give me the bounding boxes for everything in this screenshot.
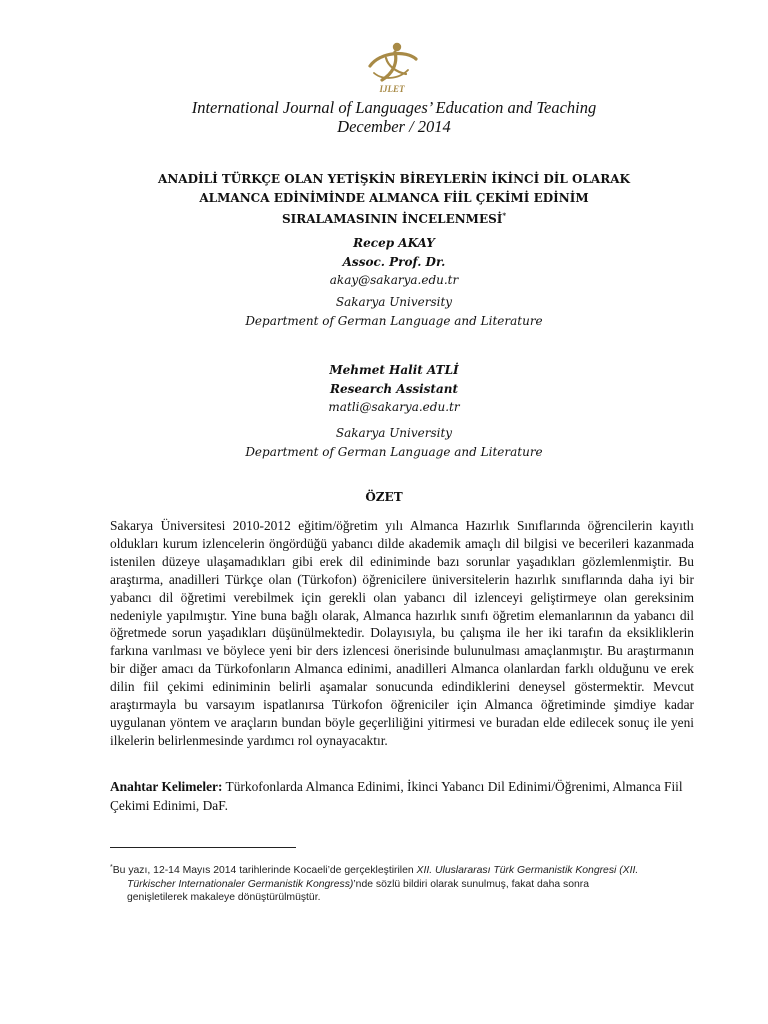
svg-text:IJLET: IJLET xyxy=(379,84,405,94)
author-affiliation-2 xyxy=(180,424,608,461)
footnote-congress-name: XII. Uluslararası Türk Germanistik Kongresi (XII. xyxy=(416,865,639,876)
author-email: akay@sakarya.edu.tr xyxy=(329,273,459,287)
article-title xyxy=(150,170,638,229)
keywords-text: Türkofonlarda Almanca Edinimi, İkinci Yabancı Dil Edinimi/Öğrenimi, Almanca Fiil Çekimi Edinimi, DaF. xyxy=(110,779,683,813)
author-position: Research Assistant xyxy=(329,381,459,396)
title-footnote-mark: * xyxy=(502,211,507,220)
journal-name: International Journal of Languages’ Education and Teaching xyxy=(191,98,597,117)
author-department: Department of German Language and Literature xyxy=(245,313,543,328)
footnote-congress-german-name: Türkischer Internationaler Germanistik Kongress) xyxy=(127,878,354,890)
footnote xyxy=(110,861,680,905)
footnote-mark: * xyxy=(110,864,113,871)
author-university: Sakarya University xyxy=(335,426,453,440)
abstract-body: Sakarya Üniversitesi 2010-2012 eğitim/öğretim yılı Almanca Hazırlık Sınıflarında öğrencilerin kayıtlı oldukları kurum izlencelerin öngördüğü yabancı dilde akademik amaçlı dil bilgisi ve becerileri kazanmada istenilen düzeye ulaşamadıkları gibi erek dil ediniminde bazı sorunlar yaşadıkları gözlemlenmiştir. Bu araştırma, anadilleri Türkçe olan (Türkofon) öğrenicilere üniversitelerin hazırlık sınıflarında daha iyi bir yabancı dil öğretimi verebilmek için gerekli olan yabancı dil izlenceyi geliştirmeye olan gereksinim nedeniyle yapılmıştır. Yine buna bağlı olarak, Almanca hazırlık sınıfı öğretim elemanlarının da yabancı dil öğretmede sorun yaşadıkları düşünülmektedir. Dolayısıyla, bu çalışma ile her iki tarafın da eksikliklerin farkına varılması ve böylece yeni bir ders izlencesi önerisinde bulunulması amaçlanmıştır. Bu araştırmanın bir diğer amacı da Türkofonların Almanca edinimi, anadilleri Almanca olanlardan farklı olduğunu ve erek dilin fiil çekimi ediniminin belirli aşamalar sonucunda edindiklerini deneysel göstermektir. Mevcut araştırmayla bu varsayım ispatlanırsa Türkofon öğreniciler için Almanca öğretiminde şimdiye kadar uygulanan yöntem ve araçların bundan böyle geçerliliğini yitirmesi ve buradan elde edilecek sonuç ile yeni ilkelerin belirlenmesinde yardımcı rol oynayacaktır. xyxy=(110,518,694,748)
footnote-text-part-1: Bu yazı, 12-14 Mayıs 2014 tarihlerinde Kocaeli’de gerçekleştirilen xyxy=(112,865,417,876)
article-title-line-3-text: SIRALAMASININ İNCELENMESİ xyxy=(281,212,503,226)
footnote-text-part-3: genişletilerek makaleye dönüştürülmüştür. xyxy=(127,892,321,903)
footnote-continuation xyxy=(110,878,680,892)
footnote-divider xyxy=(110,847,296,848)
author-email: matli@sakarya.edu.tr xyxy=(328,400,460,414)
author-department: Department of German Language and Literature xyxy=(245,444,543,459)
author-block-2 xyxy=(180,361,608,417)
journal-date: December / 2014 xyxy=(337,117,451,136)
article-title-line-2: ALMANCA EDİNİMİNDE ALMANCA FİİL ÇEKİMİ EDİNİM xyxy=(199,190,589,205)
article-title-line-1: ANADİLİ TÜRKÇE OLAN YETİŞKİN BİREYLERİN İKİNCİ DİL OLARAK xyxy=(158,172,630,186)
author-affiliation-1 xyxy=(180,293,608,330)
abstract-heading: ÖZET xyxy=(365,490,403,504)
author-position: Assoc. Prof. Dr. xyxy=(342,254,446,269)
journal-logo-mark-icon xyxy=(362,40,422,94)
author-name: Recep AKAY xyxy=(353,236,435,250)
author-block-1 xyxy=(180,234,608,290)
keywords xyxy=(110,778,694,815)
keywords-label: Anahtar Kelimeler: xyxy=(110,779,223,794)
author-university: Sakarya University xyxy=(335,295,453,309)
footnote-text-part-2: ’nde sözlü bildiri olarak sunulmuş, fakat daha sonra xyxy=(353,878,590,890)
author-name: Mehmet Halit ATLİ xyxy=(329,363,459,377)
journal-logo xyxy=(362,40,422,94)
article-title-line-3 xyxy=(150,207,638,229)
